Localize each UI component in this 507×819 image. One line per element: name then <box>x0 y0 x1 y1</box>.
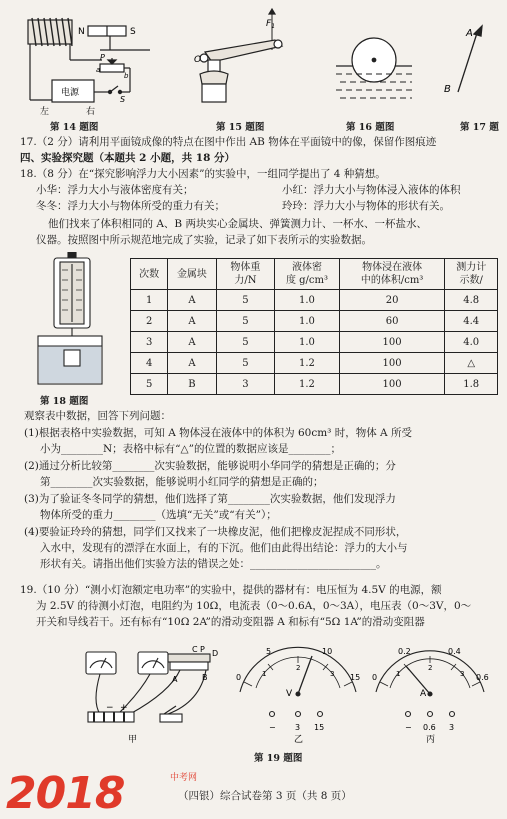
table-cell: 1.8 <box>445 374 498 395</box>
fig19-a-sub-1: 1 <box>396 670 401 678</box>
fig15-o: O <box>194 55 202 65</box>
th-density: 液体密 度 g/cm³ <box>275 259 340 290</box>
fig14-n: N <box>78 27 85 37</box>
section-4-heading: 四、实验探究题（本题共 2 小题，共 18 分） <box>20 152 236 164</box>
caption-fig18: 第 18 题图 <box>40 396 89 407</box>
fig19-v-sub-3: 3 <box>330 670 335 678</box>
q18-answer-2-line-2: 第________次实验数据，能够说明小红同学的猜想是正确的； <box>40 476 324 488</box>
table-row <box>131 290 498 311</box>
table-cell: A <box>168 311 216 332</box>
logo-caption: 中考网 <box>170 773 198 783</box>
q18-para-2: 仪器。按照图中所示规范地完成了实验，记录了如下表所示的实验数据。 <box>36 234 372 246</box>
th-reading: 测力计 示数/ <box>445 259 498 290</box>
q18-intro: 18.（8 分）在“探究影响浮力大小因素”的实验中，一组同学提出了 4 种猜想。 <box>20 168 386 180</box>
fig19-d: D <box>212 649 219 658</box>
fig17-b: B <box>444 84 451 95</box>
table-cell: 100 <box>339 374 445 395</box>
table-cell: 4.8 <box>445 290 498 311</box>
table-header-row <box>131 259 498 290</box>
fig19-a-tick-04: 0.4 <box>448 647 461 656</box>
th-weight: 物体重 力/N <box>216 259 275 290</box>
table-row <box>131 374 498 395</box>
fig19-plus: + <box>120 703 128 713</box>
fig19-label-jia: 甲 <box>128 735 138 745</box>
table-cell: 20 <box>339 290 445 311</box>
q18-guess-xiaohong: 小红：浮力大小与物体浸入液体的体积 <box>282 184 461 196</box>
q18-guess-xiaohua: 小华：浮力大小与液体密度有关； <box>36 184 194 196</box>
fig19-v-tick-5: 5 <box>266 647 272 656</box>
table-cell: △ <box>445 353 498 374</box>
table-cell: 100 <box>339 332 445 353</box>
th-volume: 物体浸在液体 中的体积/cm³ <box>339 259 445 290</box>
q18-answer-1-line-1: (1)根据表格中实验数据，可知 A 物体浸在液体中的体积为 60cm³ 时，物体 A 所受 <box>24 427 412 439</box>
caption-fig17: 第 17 题 <box>460 122 499 133</box>
fig19-a-tick-06: 0.6 <box>476 673 489 682</box>
caption-fig19: 第 19 题图 <box>254 753 303 764</box>
table-cell: 1.2 <box>275 374 340 395</box>
fig17-a: A <box>466 28 473 39</box>
fig19-label-yi: 乙 <box>294 735 304 745</box>
fig19-a-term-06: 0.6 <box>423 723 436 732</box>
fig19-b: B <box>202 673 208 682</box>
logo-number: 2018 <box>6 768 125 819</box>
table-cell: 4 <box>131 353 168 374</box>
q18-answer-3-line-1: (3)为了验证冬冬同学的猜想，他们选择了第________次实验数据，他们发现浮力 <box>24 493 396 505</box>
table-cell: A <box>168 353 216 374</box>
fig14-switch: S <box>120 95 126 104</box>
caption-fig15: 第 15 题图 <box>216 122 265 133</box>
table-row <box>131 311 498 332</box>
q18-guess-dongdong: 冬冬：浮力大小与物体所受的重力有关； <box>36 200 225 212</box>
fig14-b: b <box>124 72 129 80</box>
table-cell: 100 <box>339 353 445 374</box>
table-cell: A <box>168 332 216 353</box>
watermark-logo <box>6 768 124 819</box>
q18-answer-2-line-1: (2)通过分析比较第________次实验数据，能够说明小华同学的猜想是正确的；分 <box>24 460 396 472</box>
fig14-left: 左 <box>40 107 50 117</box>
fig19-circuit <box>86 652 210 722</box>
fig19-minus: − <box>106 703 114 713</box>
fig19-a: A <box>172 675 178 684</box>
fig19-voltmeter <box>240 647 356 716</box>
q18-answer-4-line-3: 形状有关。请指出他们实验方法的错误之处：________________________。 <box>40 558 387 570</box>
table-cell: 1.0 <box>275 290 340 311</box>
fig19-v-unit: V <box>286 689 293 699</box>
q18-answer-1-line-2: 小为________N；表格中标有“△”的位置的数据应该是________； <box>40 443 341 455</box>
table-cell: 5 <box>216 311 275 332</box>
fig19-label-bing: 丙 <box>426 735 436 745</box>
fig19-v-sub-2: 2 <box>296 664 301 672</box>
q19-line-3: 开关和导线若干。还有标有“10Ω 2A”的滑动变阻器 A 和标有“5Ω 1A”的滑动变阻器 <box>36 616 425 628</box>
q19-line-1: 19.（10 分）“测小灯泡额定电功率”的实验中，提供的器材有：电压恒为 4.5V 的电源，额 <box>20 584 442 596</box>
caption-fig14: 第 14 题图 <box>50 122 99 133</box>
fig19-v-tick-0: 0 <box>236 673 242 682</box>
table-cell: 3 <box>131 332 168 353</box>
fig19-c: C <box>192 645 198 654</box>
fig19-v-sub-1: 1 <box>262 670 267 678</box>
fig19-a-term-minus: − <box>405 723 412 732</box>
q19-line-2: 为 2.5V 的待测小灯泡，电阻约为 10Ω，电流表（0～0.6A，0～3A），电压表（0～3V，0～ <box>36 600 472 612</box>
fig19-a-unit: A <box>420 689 427 699</box>
table-cell: 4.4 <box>445 311 498 332</box>
table-cell: 5 <box>216 332 275 353</box>
fig14-right: 右 <box>86 107 96 117</box>
table-cell: 5 <box>216 353 275 374</box>
table-cell: 2 <box>131 311 168 332</box>
table-cell: 1.2 <box>275 353 340 374</box>
fig19-a-sub-2: 2 <box>428 664 433 672</box>
table-cell: A <box>168 290 216 311</box>
table-cell: 4.0 <box>445 332 498 353</box>
fig18-diagram <box>28 252 128 392</box>
fig19-v-tick-10: 10 <box>322 647 333 656</box>
table-cell: 5 <box>131 374 168 395</box>
fig19-diagram <box>0 632 507 750</box>
table-row <box>131 332 498 353</box>
fig19-p: P <box>200 645 205 654</box>
table-cell: 60 <box>339 311 445 332</box>
fig14-a: a <box>96 66 101 74</box>
th-count: 次数 <box>131 259 168 290</box>
table-cell: B <box>168 374 216 395</box>
fig19-ammeter <box>376 651 484 717</box>
q18-answer-4-line-1: (4)要验证玲玲的猜想，同学们又找来了一块橡皮泥，他们把橡皮泥捏成不同形状， <box>24 526 407 538</box>
fig19-a-sub-3: 3 <box>460 670 465 678</box>
th-metal: 金属块 <box>168 259 216 290</box>
fig19-v-term-minus: − <box>269 723 276 732</box>
fig19-v-term-15: 15 <box>314 723 325 732</box>
page-footer: （四银）综合试卷第 3 页（共 8 页） <box>178 790 352 802</box>
table-cell: 1.0 <box>275 311 340 332</box>
fig19-v-term-3: 3 <box>295 723 301 732</box>
fig19-a-tick-02: 0.2 <box>398 647 411 656</box>
table-cell: 5 <box>216 290 275 311</box>
fig19-a-term-3: 3 <box>449 723 455 732</box>
question-17: 17.（2 分）请利用平面镜成像的特点在图中作出 AB 物体在平面镜中的像，保留作图痕迹 <box>20 136 437 148</box>
table-cell: 1.0 <box>275 332 340 353</box>
fig19-v-tick-15: 15 <box>350 673 361 682</box>
table-row <box>131 353 498 374</box>
fig14-power: 电源 <box>61 88 80 98</box>
q18-guess-lingling: 玲玲：浮力大小与物体的形状有关。 <box>282 200 450 212</box>
q18-para-1: 他们找来了体积相同的 A、B 两块实心金属块、弹簧测力计、一杯水、一杯盐水、 <box>48 218 427 230</box>
q18-answer-3-line-2: 物体所受的重力________（选填“无关”或“有关”）； <box>40 509 277 521</box>
q18-answer-4-line-2: 入水中，发现有的漂浮在水面上，有的下沉。他们由此得出结论：浮力的大小与 <box>40 542 408 554</box>
q18-data-table <box>130 258 498 395</box>
fig14-s: S <box>130 27 136 37</box>
caption-fig16: 第 16 题图 <box>346 122 395 133</box>
table-cell: 3 <box>216 374 275 395</box>
fig16-diagram <box>336 38 412 98</box>
fig14-p: P <box>100 53 105 62</box>
fig19-a-tick-0: 0 <box>372 673 378 682</box>
fig15-f1: $F_1$ <box>266 19 276 30</box>
figures-top <box>0 0 507 120</box>
table-cell: 1 <box>131 290 168 311</box>
q18-observe: 观察表中数据，回答下列问题： <box>24 410 171 422</box>
